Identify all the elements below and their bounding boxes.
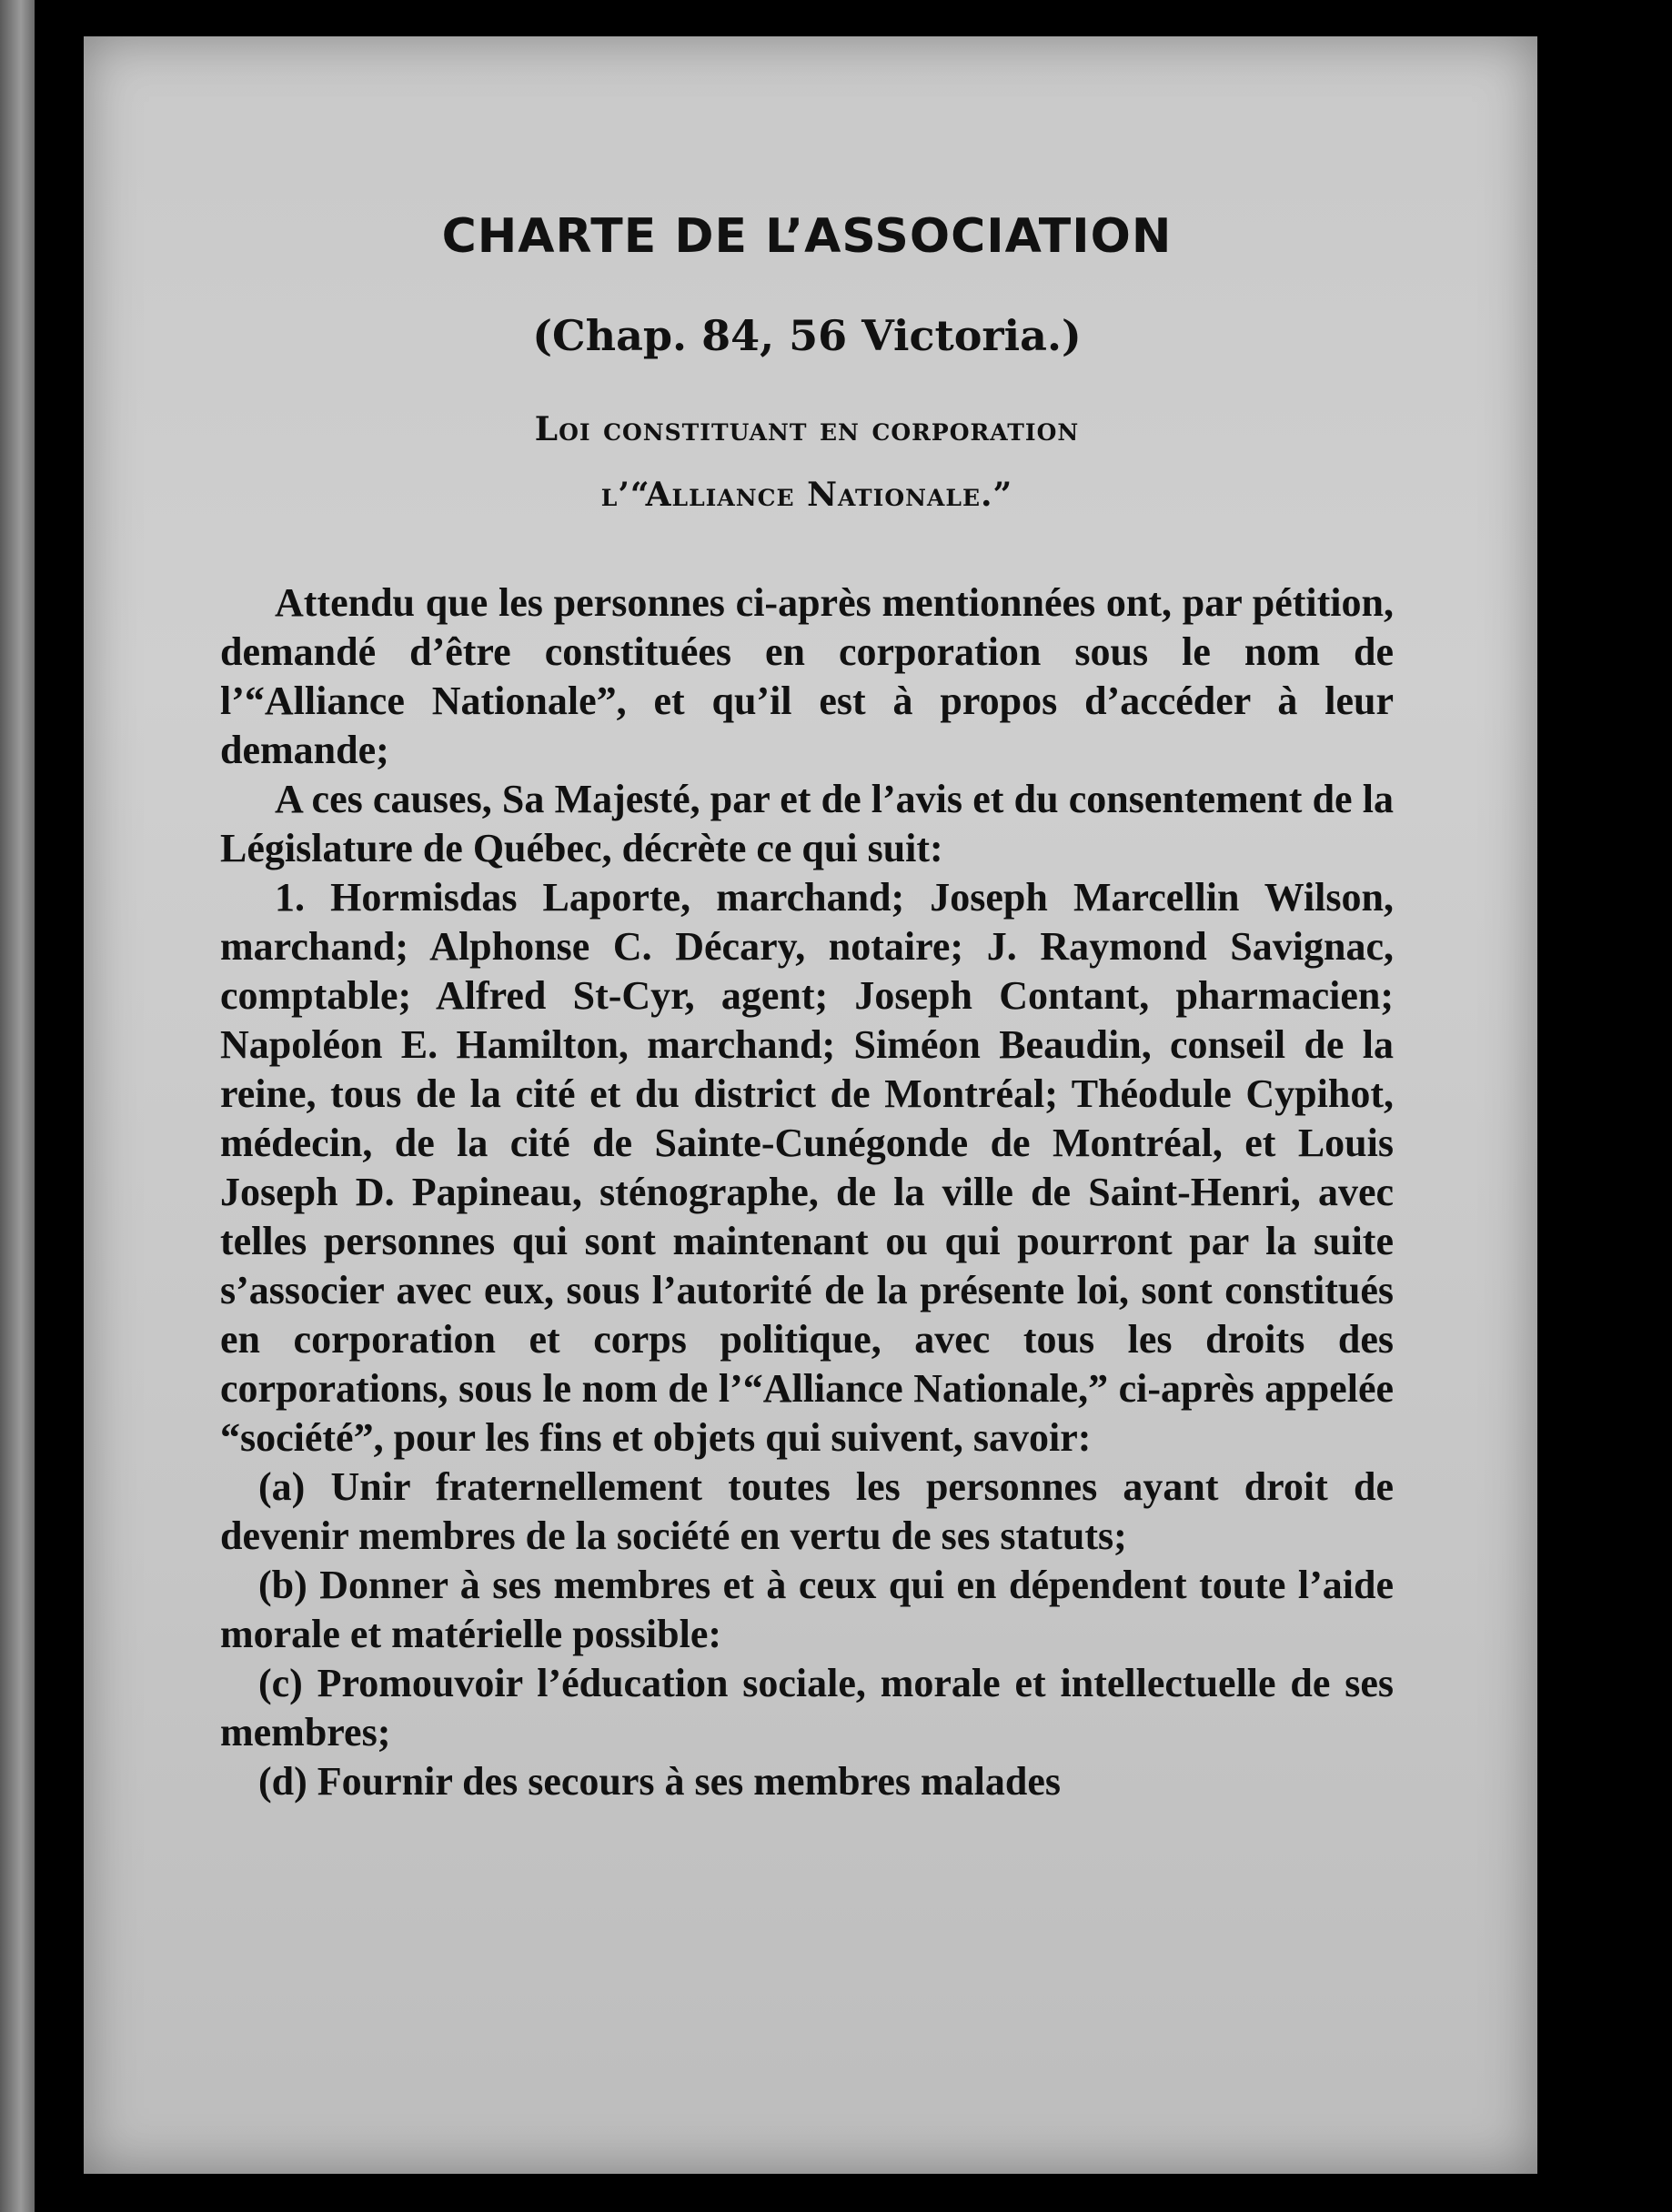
adjacent-page-edge [0, 0, 35, 2212]
paragraph-item-c: (c) Promouvoir l’éducation sociale, morale et intellectuelle de ses membres; [220, 1661, 1394, 1755]
paragraph-preamble: Attendu que les personnes ci-après mentionnées ont, par pétition, demandé d’être constituées en corporation sous le nom de l’“Alliance Nationale”, et qu’il est à propos d’accéder à leur demande; [220, 580, 1394, 772]
document-subtitle: (Chap. 84, 56 Victoria.) [532, 311, 1082, 360]
law-heading-line-2: l’“Alliance Nationale.” [600, 476, 1013, 514]
paragraph-enactment: A ces causes, Sa Majesté, par et de l’avis et du consentement de la Législature de Québec, décrète ce qui suit: [220, 777, 1394, 870]
paragraph-item-a: (a) Unir fraternellement toutes les personnes ayant droit de devenir membres de la société en vertu de ses statuts; [220, 1464, 1394, 1558]
document-page [84, 36, 1537, 2174]
law-heading [220, 397, 1394, 528]
paragraph-item-b: (b) Donner à ses membres et à ceux qui en dépendent toute l’aide morale et matérielle possible: [220, 1563, 1394, 1656]
document-title: CHARTE DE L’ASSOCIATION [441, 209, 1173, 264]
paragraph-section-1: 1. Hormisdas Laporte, marchand; Joseph Marcellin Wilson, marchand; Alphonse C. Décary, notaire; J. Raymond Savignac, comptable; Alfred St-Cyr, agent; Joseph Contant, pharmacien; Napoléon E. Hamilton, marchand; Siméon Beaudin, conseil de la reine, tous de la cité et du district de Montréal; Théodule Cypihot, médecin, de la cité de Sainte-Cunégonde de Montréal, et Louis Joseph D. Papineau, sténographe, de la ville de Saint-Henri, avec telles personnes qui sont maintenant ou qui pourront par la suite s’associer avec eux, sous l’autorité de la présente loi, sont constitués en corporation et corps politique, avec tous les droits des corporations, sous le nom de l’“Alliance Nationale,” ci-après appelée “société”, pour les fins et objets qui suivent, savoir: [220, 875, 1394, 1460]
page-gutter [35, 0, 84, 2212]
paragraph-item-d: (d) Fournir des secours à ses membres malades [258, 1759, 1061, 1804]
scan-border [1537, 0, 1672, 2212]
document-body [220, 578, 1394, 1806]
page-content [220, 173, 1394, 1806]
law-heading-line-1: Loi constituant en corporation [534, 410, 1080, 448]
